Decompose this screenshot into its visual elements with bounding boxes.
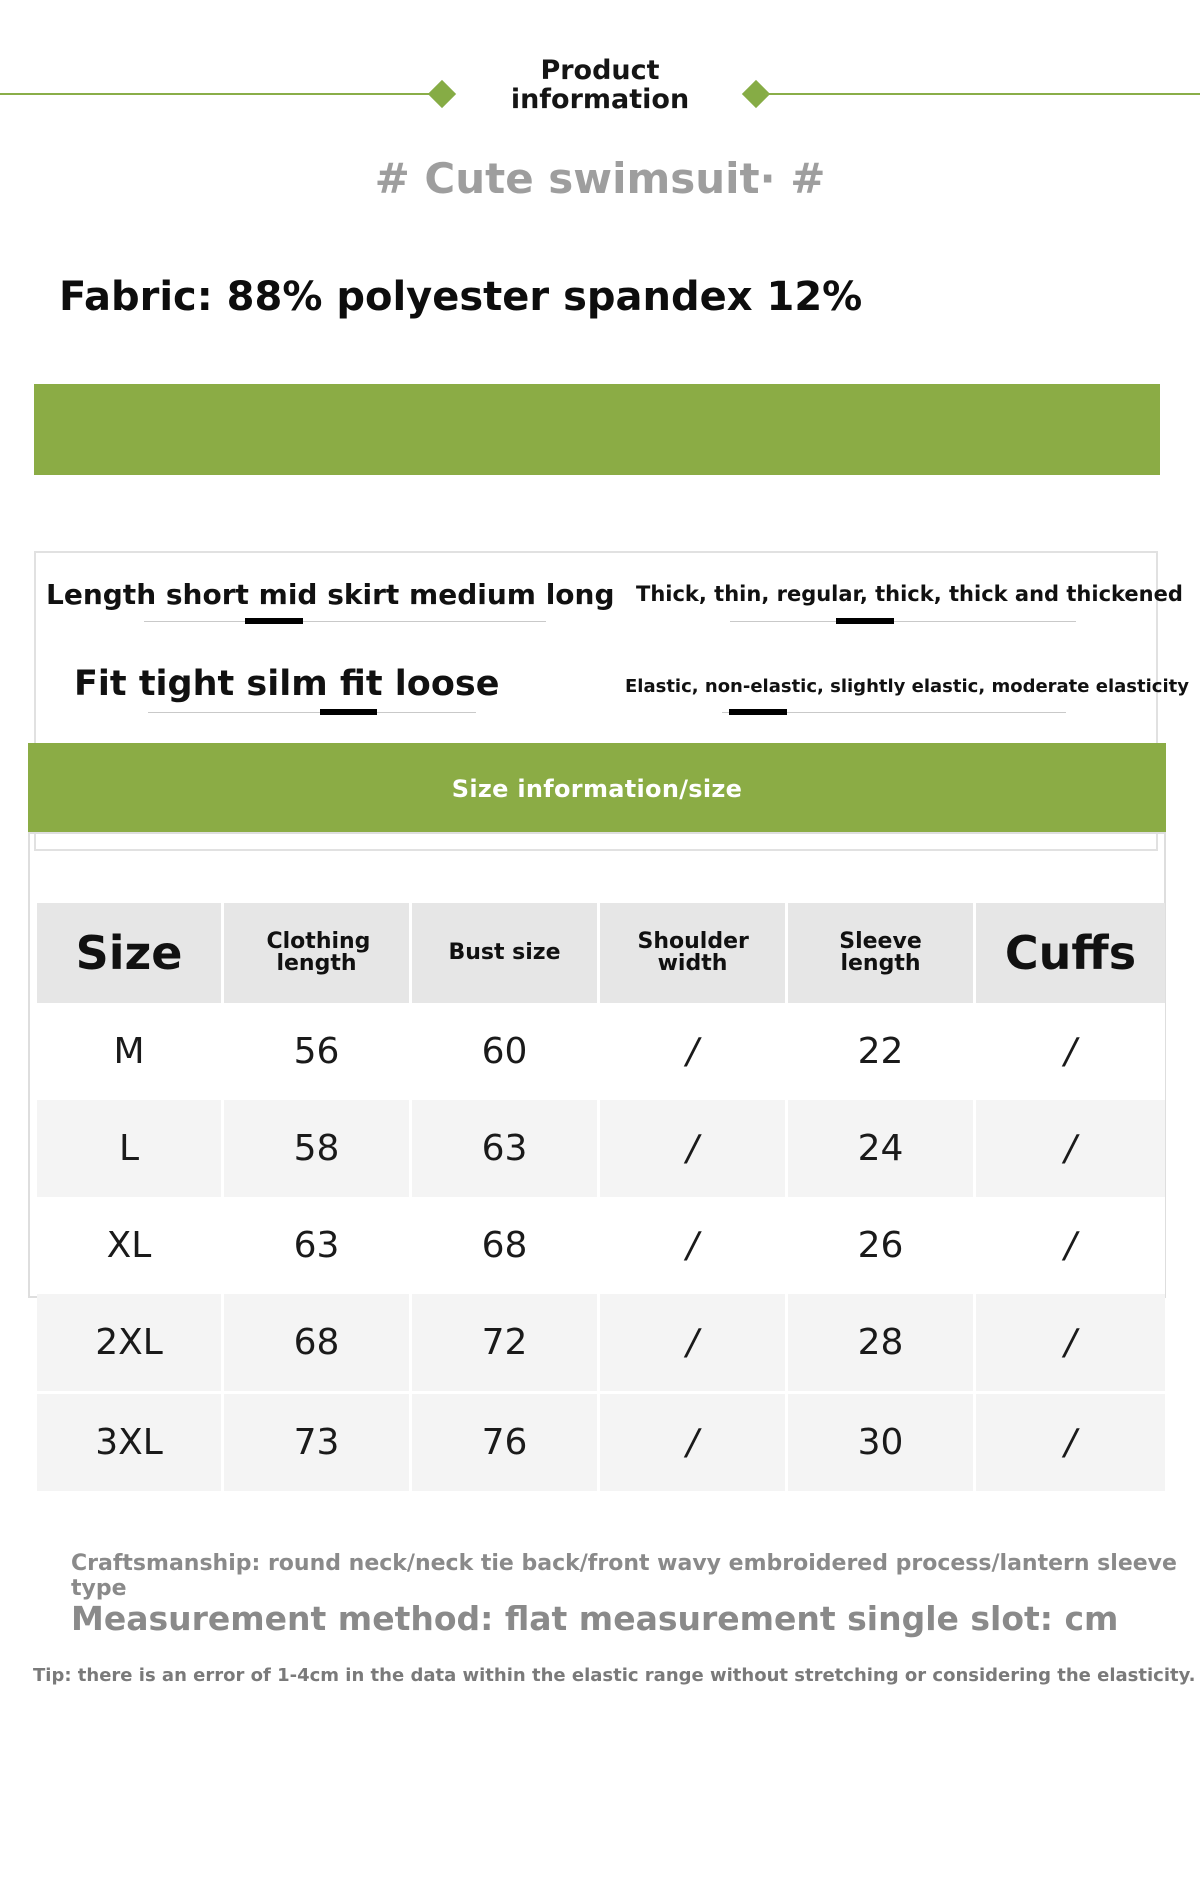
cell-cuffs: /: [976, 1294, 1165, 1391]
measurement-note: Measurement method: flat measurement single slot: cm: [71, 1599, 1119, 1638]
cell-bust-size: 72: [412, 1294, 600, 1391]
cell-clothing-length: 56: [224, 1003, 412, 1100]
header-clothing-length-label: Clothing length: [266, 929, 371, 976]
cell-shoulder-width: /: [600, 1003, 788, 1100]
header-shoulder-width: [600, 903, 788, 1003]
table-row: [37, 1294, 1165, 1391]
cell-bust-size: 68: [412, 1197, 600, 1294]
cell-shoulder-width: /: [600, 1294, 788, 1391]
size-banner: [28, 743, 1166, 834]
header-sleeve-length: [788, 903, 976, 1003]
cell-cuffs: /: [976, 1394, 1165, 1491]
cell-sleeve-length: 22: [788, 1003, 976, 1100]
header-shoulder-width-label: Shoulder width: [637, 929, 749, 976]
header-bust-size: Bust size: [412, 903, 600, 1003]
cell-clothing-length: 68: [224, 1294, 412, 1391]
cell-cuffs: /: [976, 1003, 1165, 1100]
header-line-right: [765, 93, 1200, 95]
thickness-attribute: Thick, thin, regular, thick, thick and thickened: [636, 582, 1183, 606]
size-table: [37, 903, 1165, 1491]
cell-shoulder-width: /: [600, 1394, 788, 1491]
cell-cuffs: /: [976, 1197, 1165, 1294]
cell-clothing-length: 73: [224, 1394, 412, 1491]
cell-cuffs: /: [976, 1100, 1165, 1197]
cell-shoulder-width: /: [600, 1197, 788, 1294]
diamond-left-icon: [428, 80, 456, 108]
table-row: [37, 1100, 1165, 1197]
fit-attribute: Fit tight silm fit loose: [74, 664, 500, 704]
length-scale-marker: [245, 618, 303, 624]
header-line-left: [0, 93, 435, 95]
fabric-info: Fabric: 88% polyester spandex 12%: [59, 274, 863, 320]
cell-sleeve-length: 30: [788, 1394, 976, 1491]
table-row: [37, 1003, 1165, 1100]
fit-scale-marker: [320, 709, 377, 715]
header-sleeve-length-label: Sleeve length: [839, 929, 922, 976]
length-attribute: Length short mid skirt medium long: [46, 578, 615, 611]
cell-size: L: [37, 1100, 224, 1197]
thickness-scale-line: [730, 621, 1076, 622]
length-scale-line: [144, 621, 546, 622]
green-divider-band: [34, 384, 1160, 475]
elasticity-attribute: Elastic, non-elastic, slightly elastic, moderate elasticity: [625, 676, 1189, 697]
size-banner-label: Size information/size: [451, 774, 743, 803]
table-header-row: [37, 903, 1165, 1003]
page-title-line2: information: [510, 84, 690, 115]
cell-clothing-length: 58: [224, 1100, 412, 1197]
cell-shoulder-width: /: [600, 1100, 788, 1197]
page-title: [480, 56, 720, 114]
header-size: Size: [37, 903, 224, 1003]
cell-clothing-length: 63: [224, 1197, 412, 1294]
thickness-scale-marker: [836, 618, 894, 624]
cell-bust-size: 60: [412, 1003, 600, 1100]
craftsmanship-note: Craftsmanship: round neck/neck tie back/front wavy embroidered process/lantern sleeve type: [71, 1551, 1177, 1601]
cell-size: 2XL: [37, 1294, 224, 1391]
cell-bust-size: 76: [412, 1394, 600, 1491]
cell-size: XL: [37, 1197, 224, 1294]
header-cuffs: Cuffs: [976, 903, 1165, 1003]
page-title-line1: Product: [540, 55, 660, 86]
table-row: [37, 1394, 1165, 1491]
product-subtitle: # Cute swimsuit· #: [374, 154, 826, 203]
table-row: [37, 1197, 1165, 1294]
tip-note: Tip: there is an error of 1-4cm in the data within the elastic range without stretching or considering the elasticity.: [33, 1665, 1196, 1686]
cell-sleeve-length: 26: [788, 1197, 976, 1294]
cell-size: 3XL: [37, 1394, 224, 1491]
cell-sleeve-length: 28: [788, 1294, 976, 1391]
cell-sleeve-length: 24: [788, 1100, 976, 1197]
cell-bust-size: 63: [412, 1100, 600, 1197]
elasticity-scale-marker: [729, 709, 787, 715]
fit-scale-line: [148, 712, 476, 713]
cell-size: M: [37, 1003, 224, 1100]
header-clothing-length: [224, 903, 412, 1003]
